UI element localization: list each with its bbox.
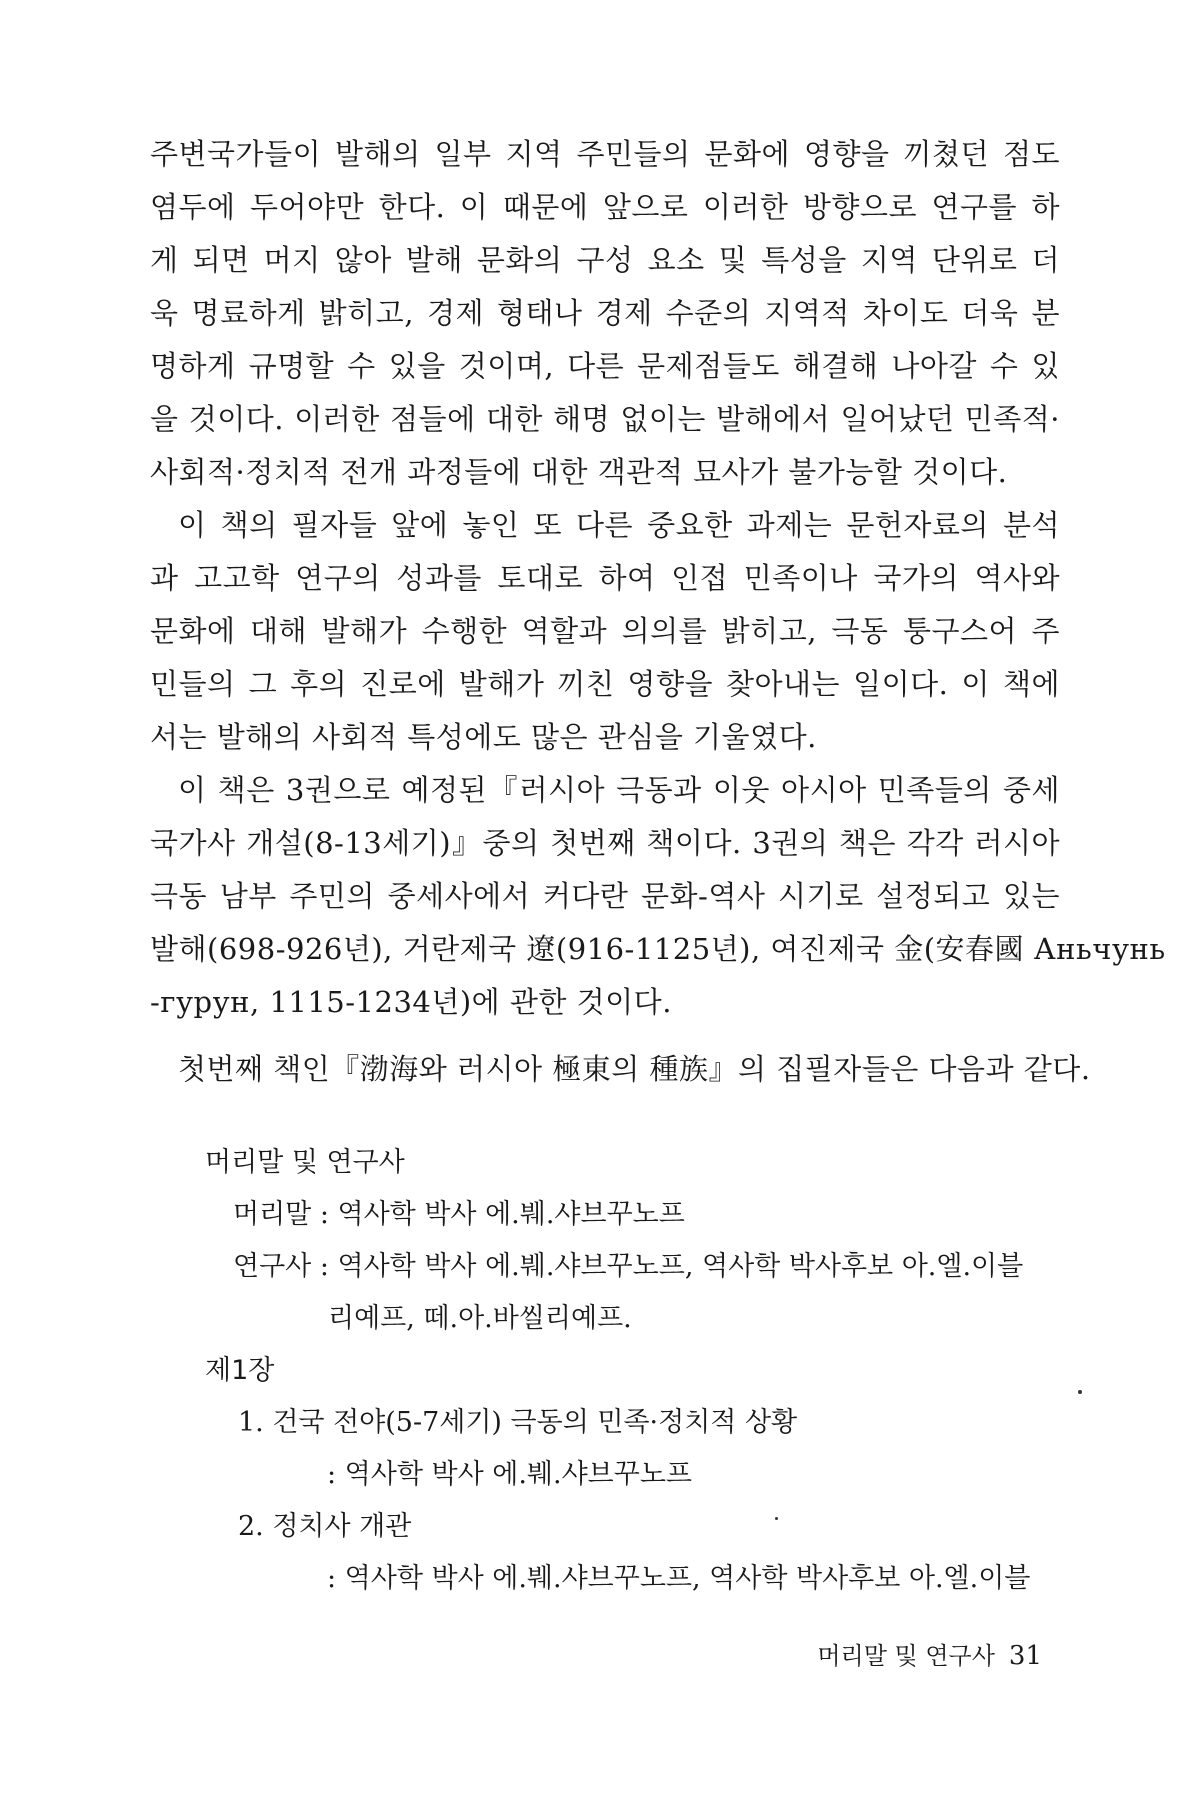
preface-entry: 머리말 : 역사학 박사 에.붸.샤브꾸노프 [233,1199,685,1230]
text-line: 명하게 규명할 수 있을 것이며, 다른 문제점들도 해결해 나아갈 수 있 [150,349,1060,383]
section-title: 머리말 및 연구사 [205,1147,405,1178]
text-line: 주변국가들이 발해의 일부 지역 주민들의 문화에 영향을 끼쳤던 점도 [150,137,1060,171]
text-line: 염두에 두어야만 한다. 이 때문에 앞으로 이러한 방향으로 연구를 하 [150,190,1060,224]
body-text [150,128,1166,1029]
scan-speck [775,1517,778,1520]
text-line: 이 책의 필자들 앞에 놓인 또 다른 중요한 과제는 문헌자료의 분석 [178,508,1060,542]
text-line: 극동 남부 주민의 중세사에서 커다란 문화-역사 시기로 설정되고 있는 [150,879,1060,913]
text-line: 게 되면 머지 않아 발해 문화의 구성 요소 및 특성을 지역 단위로 더 [150,243,1060,277]
text-line: 발해(698-926년), 거란제국 遼(916-1125년), 여진제국 金(安春國 Аньчунь [150,932,1166,966]
running-title: 머리말 및 연구사 [817,1642,995,1670]
text-line: -гурун, 1115-1234년)에 관한 것이다. [150,985,672,1019]
text-line: 이 책은 3권으로 예정된『러시아 극동과 이웃 아시아 민족들의 중세 [178,773,1060,807]
chapter-item-1: 1. 건국 전야(5-7세기) 극동의 민족·정치적 상황 [238,1407,798,1438]
text-line: 욱 명료하게 밝히고, 경제 형태나 경제 수준의 지역적 차이도 더욱 분 [150,296,1060,330]
research-history-entry-cont: 리예프, 떼.아.바씰리예프. [328,1303,632,1334]
text-line: 국가사 개설(8-13세기)』중의 첫번째 책이다. 3권의 책은 각각 러시아 [150,826,1060,860]
scan-speck [1078,1390,1082,1394]
text-line: 을 것이다. 이러한 점들에 대한 해명 없이는 발해에서 일어났던 민족적· [150,402,1060,436]
text-line: 사회적·정치적 전개 과정들에 대한 객관적 묘사가 불가능할 것이다. [150,455,1008,489]
page-footer [817,1636,1042,1671]
chapter-item-2-author: : 역사학 박사 에.붸.샤브꾸노프, 역사학 박사후보 아.엘.이블 [327,1563,1031,1594]
text-line: 문화에 대해 발해가 수행한 역할과 의의를 밝히고, 극동 퉁구스어 주 [150,614,1060,648]
text-line: 민들의 그 후의 진로에 발해가 끼친 영향을 찾아내는 일이다. 이 책에 [150,667,1060,701]
page-number: 31 [1008,1641,1042,1671]
text-line: 과 고고학 연구의 성과를 토대로 하여 인접 민족이나 국가의 역사와 [150,561,1060,595]
chapter-title: 제1장 [205,1355,275,1386]
text-line: 서는 발해의 사회적 특성에도 많은 관심을 기울였다. [150,720,817,754]
authors-list [205,1137,1085,1605]
authors-intro: 첫번째 책인『渤海와 러시아 極東의 種族』의 집필자들은 다음과 같다. [178,1052,1091,1086]
chapter-item-1-author: : 역사학 박사 에.붸.샤브꾸노프 [327,1459,692,1490]
research-history-entry: 연구사 : 역사학 박사 에.붸.샤브꾸노프, 역사학 박사후보 아.엘.이블 [233,1251,1024,1282]
chapter-item-2: 2. 정치사 개관 [238,1511,412,1542]
